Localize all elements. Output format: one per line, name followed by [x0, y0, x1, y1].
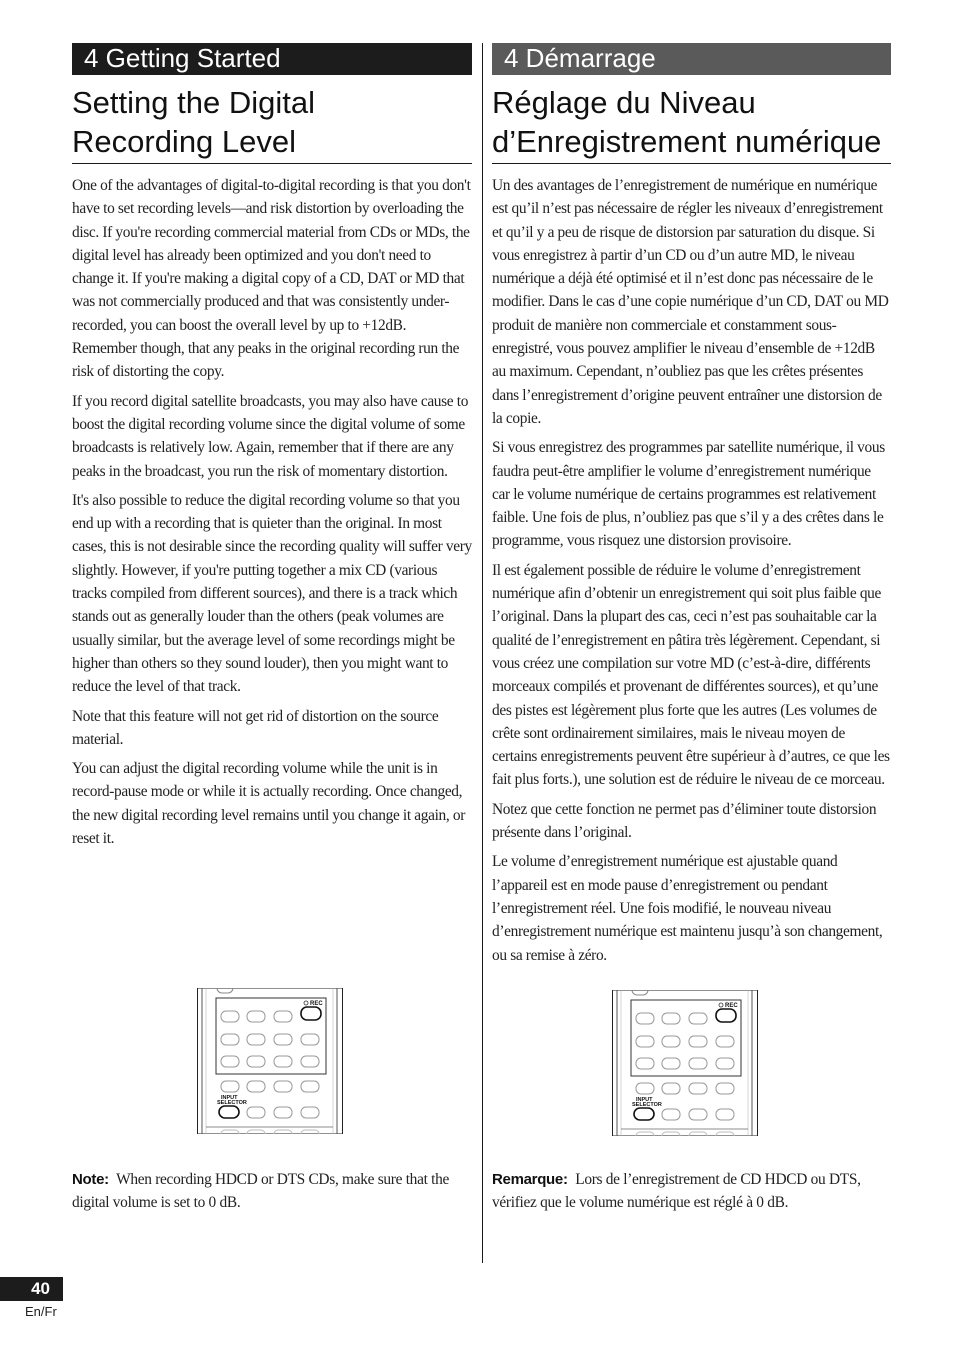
title-line2-en: Recording Level [72, 124, 297, 159]
rec-label: REC [725, 1003, 738, 1009]
paragraph: Le volume d’enregistrement numérique est ajustable quand l’appareil est en mode pause d’enregistrement ou pendant l’enregistrement réel. Une fois modifié, le nouveau niveau d’enregistrement numérique est maintenu jusqu’à son changement, ou sa remise à zéro. [492, 853, 883, 964]
page-title-en [72, 83, 472, 164]
remote-control-icon [612, 990, 758, 1136]
paragraph: Notez que cette fonction ne permet pas d’éliminer toute distorsion présente dans l’original. [492, 800, 877, 842]
paragraph: Il est également possible de réduire le volume d’enregistrement numérique afin d’obtenir un enregistrement qui soit plus faible que l’original. Dans la plupart des cas, ceci n’est pas souhaitable car la qualité de l’enregistrement en pâtira très légèrement. Cependant, si vous créez une compilation sur votre MD (c’est-à-dire, différents morceaux compilés et provenant de différentes sources), et qu’une des pistes est légèrement plus forte que les autres (Les volumes de crête sont ordinairement similaires, mais le niveau moyen de certains enregistrements peuvent être supérieur à d’autres, ce que les fait plus forts.), une solution est de réduire le niveau de ce morceau. [492, 561, 890, 789]
paragraph: Note that this feature will not get rid of distortion on the source material. [72, 707, 439, 748]
paragraph: You can adjust the digital recording volume while the unit is in record-pause mode or while it is actually recording. Once changed, the new digital recording level remains until you change it again, or reset it. [72, 760, 465, 848]
input-label-line1: INPUT [221, 1095, 238, 1101]
title-line1-fr: Réglage du Niveau [492, 85, 756, 120]
remote-control-illustration-en [197, 988, 343, 1134]
paragraph: It's also possible to reduce the digital recording volume so that you end up with a recording that is quieter than the original. In most cases, this is not desirable since the recording quality will suffer very slightly. However, if you're putting together a mix CD (various tracks compiled from different sources), and there is a track which stands out as generally louder than the others (peak volumes are usually similar, but the average level of some recordings might be higher than others so they sound louder), then you might want to reduce the level of that track. [72, 491, 472, 696]
body-text-en [72, 174, 472, 850]
note-en [72, 1168, 472, 1215]
note-label-fr: Remarque: [492, 1171, 568, 1188]
title-line1-en: Setting the Digital [72, 85, 315, 120]
language-label: En/Fr [25, 1304, 57, 1319]
input-label-line2: SELECTOR [632, 1102, 662, 1108]
paragraph: One of the advantages of digital-to-digital recording is that you don't have to set recording levels—and risk distortion by overloading the disc. If you're recording commercial material from CDs or MDs, the digital level has already been optimized and you don't need to change it. If you're making a digital copy of a CD, DAT or MD that was not commercially produced and that was consistently under-recorded, you can boost the overall level by up to +12dB. Remember though, that any peaks in the original recording run the risk of distorting the copy. [72, 177, 471, 381]
note-fr [492, 1168, 891, 1215]
section-header-en: 4 Getting Started [72, 43, 472, 75]
body-text-fr [492, 174, 891, 967]
remote-control-illustration-fr [612, 990, 758, 1136]
remote-control-icon [197, 988, 343, 1134]
title-line2-fr: d’Enregistrement numérique [492, 124, 882, 159]
input-label-line1: INPUT [636, 1097, 653, 1103]
french-column [492, 43, 891, 973]
paragraph: If you record digital satellite broadcasts, you may also have cause to boost the digital recording volume since the digital volume of some broadcasts is relatively low. Again, remember that if there are any peaks in the broadcast, you run the risk of momentary distortion. [72, 392, 469, 480]
input-label-line2: SELECTOR [217, 1100, 247, 1106]
paragraph: Si vous enregistrez des programmes par satellite numérique, il vous faudra peut-être amplifier le volume d’enregistrement numérique car le volume numérique de certains programmes est relativement faible. Une fois de plus, n’oubliez pas que s’il y a des crêtes dans le programme, vous risquez une distorsion provisoire. [492, 439, 885, 550]
note-text-en: When recording HDCD or DTS CDs, make sure that the digital volume is set to 0 dB. [72, 1171, 450, 1212]
section-header-fr: 4 Démarrage [492, 43, 891, 75]
column-divider [482, 43, 483, 1263]
paragraph: Un des avantages de l’enregistrement de numérique en numérique est qu’il n’est pas nécessaire de régler les niveaux d’enregistrement et qu’il y a peu de risque de distorsion par saturation du disque. Si vous enregistrez à partir d’un CD ou d’un autre MD, le niveau numérique a déjà été optimisé et il n’est donc pas nécessaire de le modifier. Dans le cas d’une copie numérique d’un CD, DAT ou MD produit de manière non commerciale et constamment sous-enregistré, vous pouvez amplifier le niveau d’ensemble de +12dB au maximum. Cependant, n’oubliez pas que les crêtes présentes dans l’enregistrement d’origine peuvent entraîner une distorsion de la copie. [492, 177, 889, 427]
note-label-en: Note: [72, 1171, 109, 1188]
note-text-fr: Lors de l’enregistrement de CD HDCD ou DTS, vérifiez que le volume numérique est réglé à 0 dB. [492, 1171, 861, 1212]
rec-label: REC [310, 1001, 323, 1007]
page-number: 40 [0, 1277, 63, 1301]
page-title-fr [492, 83, 891, 164]
english-column [72, 43, 472, 856]
